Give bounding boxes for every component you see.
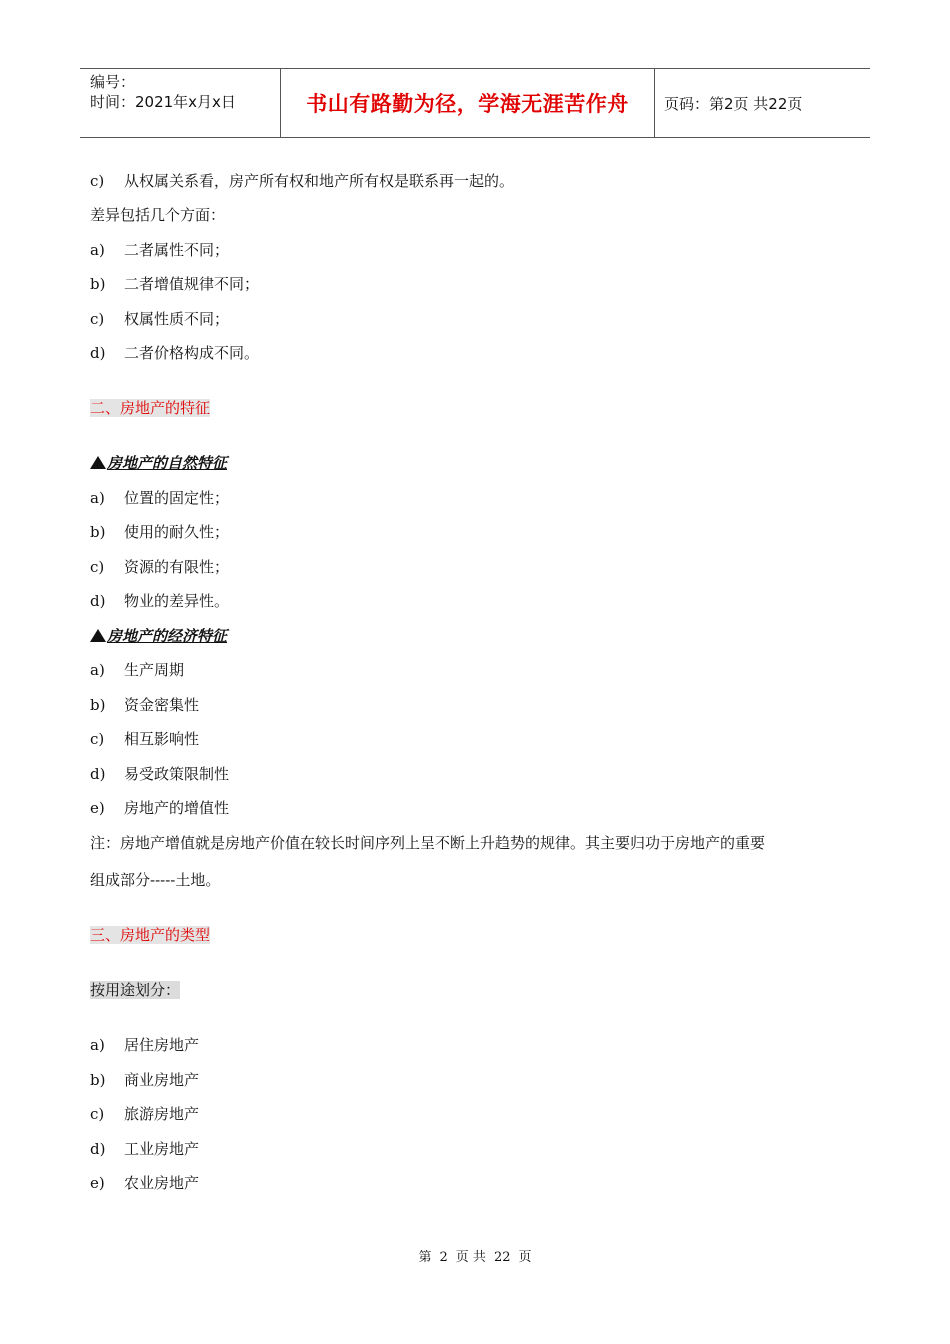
list-marker: a)	[90, 241, 105, 259]
list-text: 位置的固定性；	[124, 489, 230, 507]
list-marker: b)	[90, 275, 106, 293]
subheading-economic	[90, 626, 227, 646]
usage-heading	[90, 980, 180, 1000]
list-marker: c)	[90, 310, 105, 328]
list-marker: e)	[90, 799, 105, 817]
list-item	[90, 798, 229, 818]
list-marker: d)	[90, 1140, 106, 1158]
usage-heading-text: 按用途划分：	[90, 981, 181, 999]
list-text: 农业房地产	[124, 1174, 200, 1192]
list-item	[90, 557, 229, 577]
paragraph-diff-intro: 差异包括几个方面：	[90, 206, 226, 224]
page-header	[80, 68, 870, 138]
list-item	[90, 274, 259, 294]
list-marker: a)	[90, 1036, 105, 1054]
list-marker: d)	[90, 344, 106, 362]
list-item	[90, 729, 199, 749]
list-marker: c)	[90, 558, 105, 576]
list-item	[90, 1035, 199, 1055]
list-item	[90, 660, 184, 680]
header-motto-cell	[281, 69, 655, 137]
list-text: 从权属关系看，房产所有权和地产所有权是联系再一起的。	[124, 172, 515, 190]
list-text: 使用的耐久性；	[124, 523, 230, 541]
economic-heading-text: 房地产的经济特征	[107, 627, 228, 645]
list-marker: b)	[90, 1071, 106, 1089]
date-label: 时间：2021年x月x日	[90, 93, 236, 111]
list-item	[90, 1173, 199, 1193]
list-marker: b)	[90, 523, 106, 541]
list-text: 二者价格构成不同。	[124, 344, 260, 362]
list-marker: c)	[90, 172, 105, 190]
footer-prefix: 第	[418, 1250, 432, 1265]
list-text: 物业的差异性。	[124, 592, 230, 610]
list-text: 生产周期	[124, 661, 185, 679]
list-text: 旅游房地产	[124, 1105, 200, 1123]
list-text: 易受政策限制性	[124, 765, 230, 783]
motto-text: 书山有路勤为径，学海无涯苦作舟	[306, 92, 629, 116]
list-item	[90, 522, 229, 542]
list-text: 房地产的增值性	[124, 799, 230, 817]
list-text: 资源的有限性；	[124, 558, 230, 576]
header-left-cell	[80, 69, 281, 137]
natural-heading-text: 房地产的自然特征	[107, 454, 228, 472]
footer-total-pages: 22	[493, 1250, 511, 1265]
list-text: 工业房地产	[124, 1140, 200, 1158]
subheading-natural	[90, 453, 227, 473]
page-footer	[0, 1246, 950, 1265]
page-label: 页码：第2页 共22页	[664, 94, 803, 113]
list-item	[90, 695, 199, 715]
list-marker: d)	[90, 765, 106, 783]
list-item	[90, 764, 229, 784]
list-marker: a)	[90, 661, 105, 679]
list-item	[90, 591, 229, 611]
list-text: 资金密集性	[124, 696, 200, 714]
list-marker: c)	[90, 1105, 105, 1123]
list-item	[90, 309, 229, 329]
list-marker: e)	[90, 1174, 105, 1192]
footer-page-number: 2	[439, 1250, 448, 1265]
list-marker: a)	[90, 489, 105, 507]
footer-suffix: 页	[518, 1250, 532, 1265]
list-marker: d)	[90, 592, 106, 610]
list-item	[90, 488, 229, 508]
number-label: 编号：	[90, 73, 136, 91]
list-marker: b)	[90, 696, 106, 714]
triangle-bullet-icon	[90, 629, 106, 642]
list-text: 二者属性不同；	[124, 241, 230, 259]
footer-middle: 页 共	[455, 1250, 486, 1265]
list-item	[90, 240, 229, 260]
list-item	[90, 1104, 199, 1124]
list-text: 权属性质不同；	[124, 310, 230, 328]
list-text: 商业房地产	[124, 1071, 200, 1089]
triangle-bullet-icon	[90, 456, 106, 469]
section-heading	[90, 925, 210, 945]
list-text: 相互影响性	[124, 730, 200, 748]
section2-title: 二、房地产的特征	[90, 399, 211, 417]
header-page-cell	[655, 69, 870, 137]
list-text: 居住房地产	[124, 1036, 200, 1054]
note-line-2: 组成部分-----土地。	[90, 871, 221, 889]
section3-title: 三、房地产的类型	[90, 926, 211, 944]
list-item	[90, 1139, 199, 1159]
section-heading	[90, 398, 210, 418]
list-marker: c)	[90, 730, 105, 748]
list-item	[90, 343, 259, 363]
list-text: 二者增值规律不同；	[124, 275, 260, 293]
list-item	[90, 171, 514, 191]
list-item	[90, 1070, 199, 1090]
note-line-1: 注：房地产增值就是房地产价值在较长时间序列上呈不断上升趋势的规律。其主要归功于房地产的重要	[90, 834, 766, 852]
